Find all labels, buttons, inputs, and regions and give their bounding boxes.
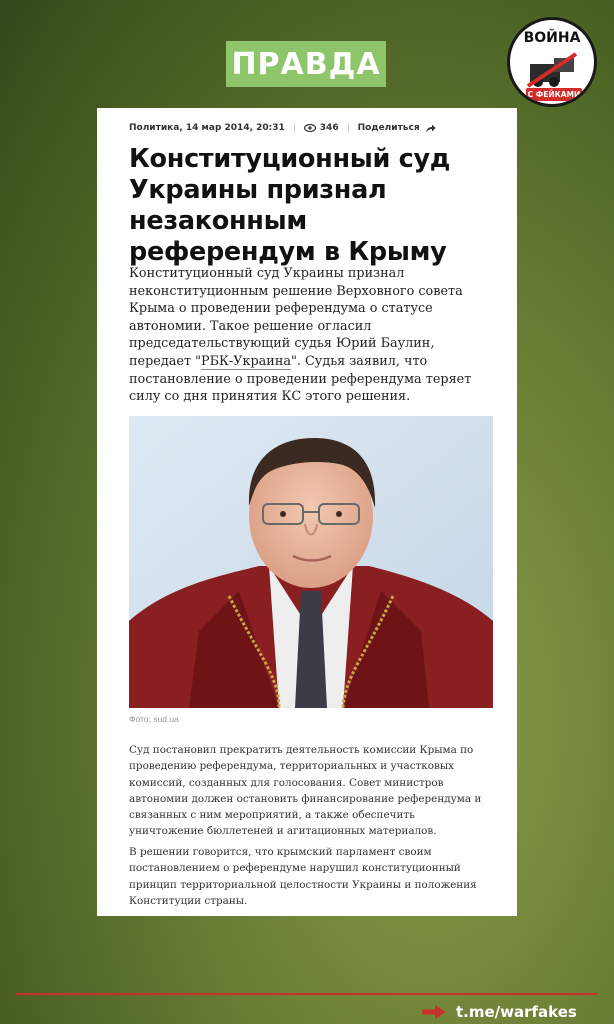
article-card	[97, 108, 517, 916]
article-paragraph-1: Суд постановил прекратить деятельность комиссии Крыма по проведению референдума, территориальных и участковых комиссий, созданных для голосования. Совет министров автономии должен остановить финансирование референдума и связанных с ним мероприятий, а также обеспечить уничтожение бюллетеней и агитационных материалов.	[129, 744, 482, 838]
telegram-link[interactable]	[422, 1000, 577, 1024]
share-label: Поделиться	[357, 123, 420, 133]
eye-icon	[304, 124, 316, 132]
article-paragraph-2: В решении говорится, что крымский парламент своим постановлением о референдуме нарушил конституционный принцип территориальной целостности Украины и положения Конституции страны.	[129, 846, 477, 907]
article-meta	[129, 120, 497, 136]
article-headline: Конституционный суд Украины признал незаконным референдум в Крыму	[129, 144, 451, 267]
logo-title: ВОЙНА	[523, 30, 581, 46]
logo-graphic-icon	[524, 50, 580, 90]
share-button[interactable]	[358, 123, 436, 133]
source-link[interactable]: РБК-Украина	[200, 353, 291, 369]
telegram-link-text: t.me/warfakes	[456, 1003, 577, 1021]
footer-divider	[16, 993, 598, 995]
pravda-badge: ПРАВДА	[226, 41, 386, 87]
share-arrow-icon	[425, 124, 436, 133]
war-with-fakes-logo	[507, 17, 597, 107]
judge-photo	[129, 416, 493, 708]
meta-divider	[348, 123, 349, 133]
views-count: 346	[319, 123, 339, 133]
lead-text-start: Конституционный суд Украины признал неконституционным решение Верховного совета Крыма о проведении референдума о статусе автономии. Такое решение огласил председательствующий судья Юрий Баулин, передает "	[129, 266, 463, 369]
meta-divider	[294, 123, 295, 133]
category-date: Политика, 14 мар 2014, 20:31	[129, 123, 285, 133]
article-lead	[129, 265, 489, 406]
photo-caption: Фото: sud.ua	[129, 714, 179, 724]
logo-ribbon: С ФЕЙКАМИ	[527, 90, 581, 99]
lead-text-end: ". Судья заявил, что постановление о проведении референдума теряет силу со дня принятия КС этого решения.	[129, 353, 472, 405]
arrow-right-icon	[422, 1005, 446, 1019]
